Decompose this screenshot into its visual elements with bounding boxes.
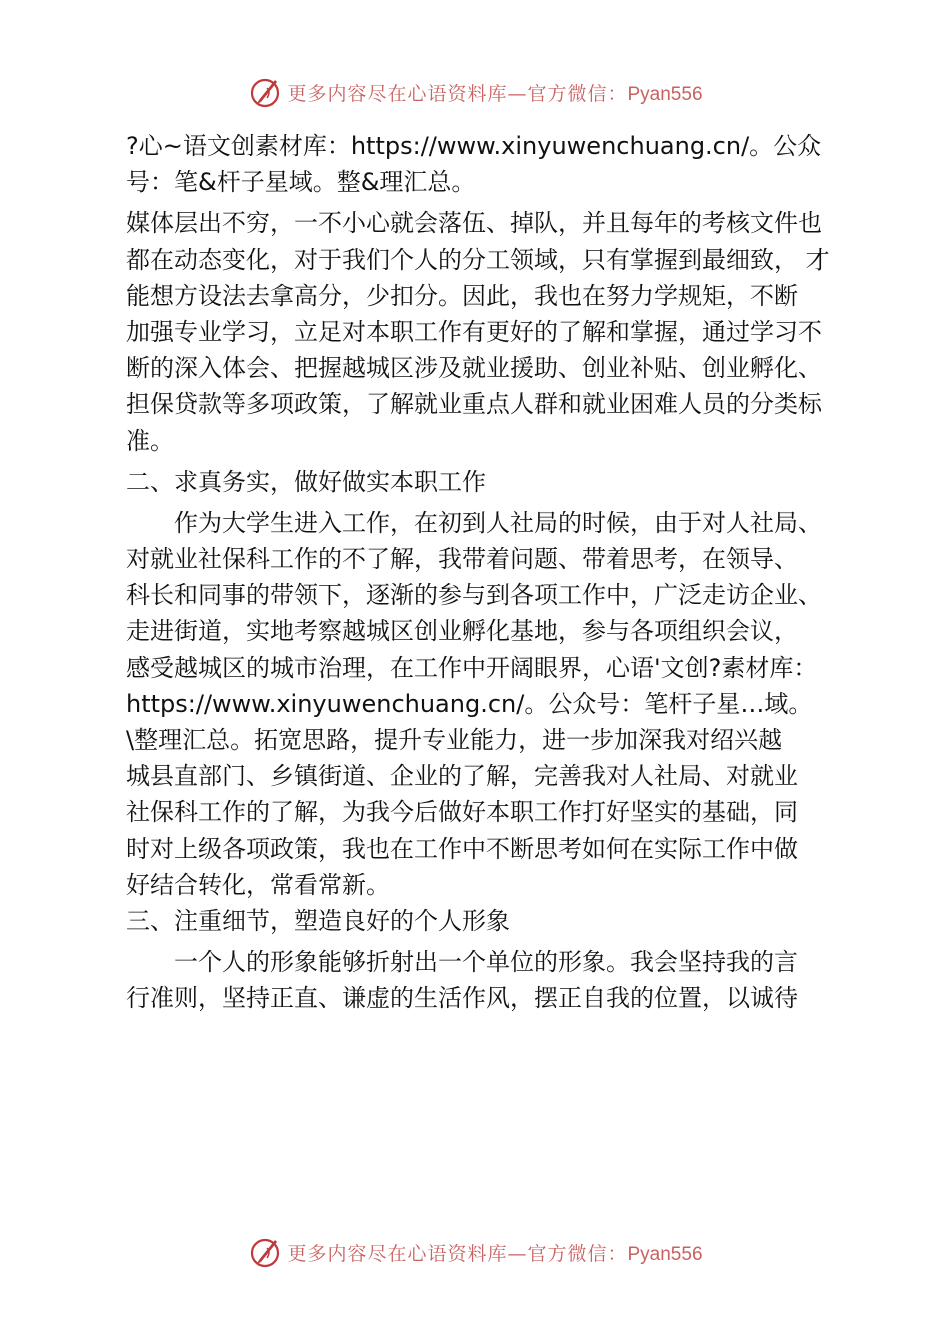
text-line: 断的深入体会、把握越城区涉及就业援助、创业补贴、创业孵化、 bbox=[126, 354, 822, 383]
document-body bbox=[126, 128, 850, 1017]
banner-text bbox=[287, 1239, 702, 1266]
text-line: 走进街道，实地考察越城区创业孵化基地，参与各项组织会议， bbox=[126, 617, 798, 646]
pen-logo-icon bbox=[247, 1234, 283, 1270]
banner-text bbox=[287, 79, 702, 106]
header-banner bbox=[0, 72, 950, 112]
text-line: 时对上级各项政策，我也在工作中不断思考如何在实际工作中做 bbox=[126, 834, 798, 863]
text-line: ?心~语文创素材库：https://www.xinyuwenchuang.cn/。公众 bbox=[126, 132, 822, 160]
text-line: 作为大学生进入工作，在初到人社局的时候，由于对人社局、 bbox=[126, 508, 822, 537]
text-line: 一个人的形象能够折射出一个单位的形象。我会坚持我的言 bbox=[126, 948, 798, 977]
text-line: 媒体层出不穷，一不小心就会落伍、掉队，并且每年的考核文件也 bbox=[126, 209, 822, 238]
text-line: 号：笔&杆子星域。整&理汇总。 bbox=[126, 168, 476, 197]
banner-label: 更多内容尽在心语资料库—官方微信： bbox=[287, 1242, 628, 1265]
banner-wechat-id: Pyan556 bbox=[627, 83, 703, 105]
text-line: 科长和同事的带领下，逐渐的参与到各项工作中，广泛走访企业、 bbox=[126, 581, 822, 610]
footer-banner bbox=[0, 1232, 950, 1272]
text-line: 行准则，坚持正直、谦虚的生活作风，摆正自我的位置，以诚待 bbox=[126, 984, 798, 1013]
banner-label: 更多内容尽在心语资料库—官方微信： bbox=[287, 82, 628, 105]
text-line: 对就业社保科工作的不了解，我带着问题、带着思考，在领导、 bbox=[126, 545, 798, 574]
text-line: \整理汇总。拓宽思路，提升专业能力，进一步加深我对绍兴越 bbox=[126, 726, 783, 754]
text-line: 都在动态变化，对于我们个人的分工领域，只有掌握到最细致， 才 bbox=[126, 245, 830, 274]
section-heading: 三、注重细节，塑造良好的个人形象 bbox=[126, 906, 510, 935]
pen-logo-icon bbox=[247, 74, 283, 110]
text-line: 担保贷款等多项政策，了解就业重点人群和就业困难人员的分类标 bbox=[126, 390, 822, 419]
text-line: 感受越城区的城市治理，在工作中开阔眼界，心语'文创?素材库： bbox=[126, 653, 818, 682]
text-line: 加强专业学习，立足对本职工作有更好的了解和掌握，通过学习不 bbox=[126, 317, 822, 346]
text-line: 社保科工作的了解，为我今后做好本职工作打好坚实的基础，同 bbox=[126, 798, 798, 827]
text-line: https://www.xinyuwenchuang.cn/。公众号：笔杆子星…域。 bbox=[126, 689, 813, 718]
text-line: 好结合转化，常看常新。 bbox=[126, 870, 390, 899]
text-line: 城县直部门、乡镇街道、企业的了解，完善我对人社局、对就业 bbox=[126, 762, 798, 791]
text-line: 能想方设法去拿高分，少扣分。因此，我也在努力学规矩，不断 bbox=[126, 281, 798, 310]
section-heading: 二、求真务实，做好做实本职工作 bbox=[126, 467, 486, 496]
banner-wechat-id: Pyan556 bbox=[627, 1243, 703, 1265]
text-line: 准。 bbox=[126, 426, 174, 455]
